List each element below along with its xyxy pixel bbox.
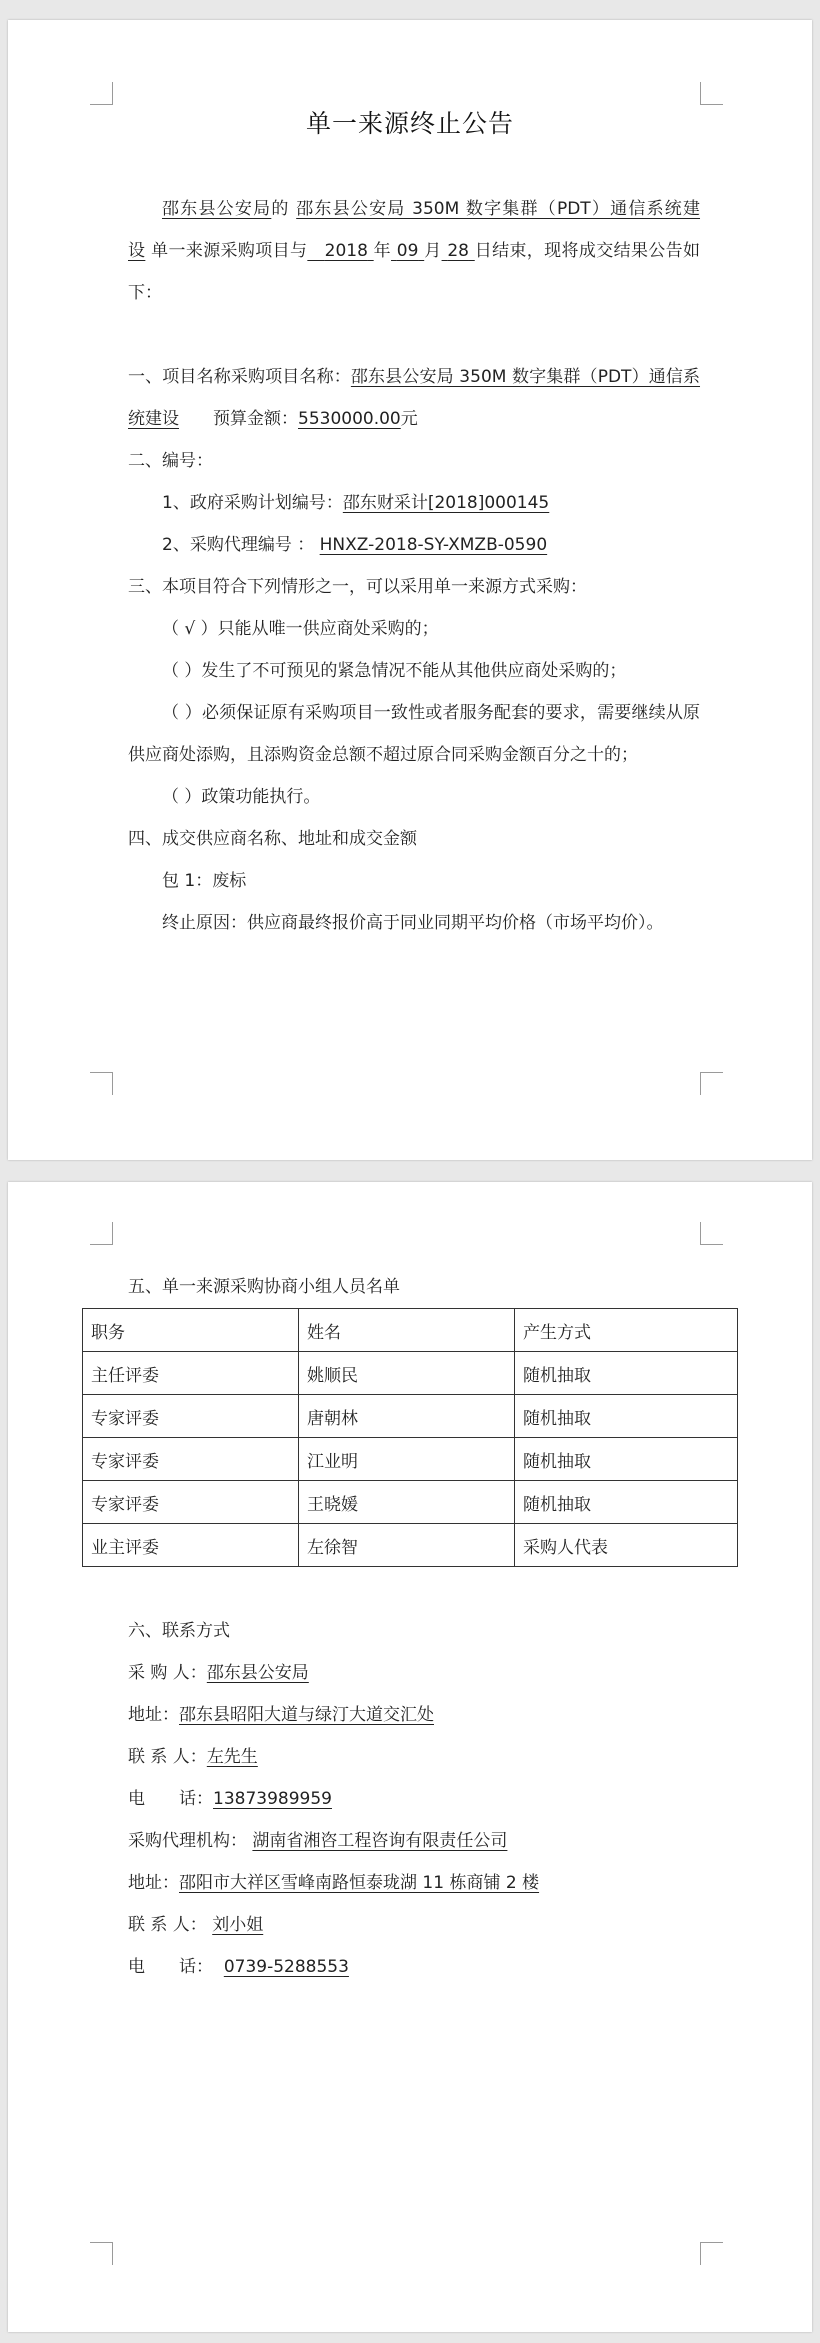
project-name: 邵东县公安局 350M 数字集群（PDT）通信系统建设 [128, 199, 701, 261]
end-year: 2018 [324, 241, 368, 261]
table-cell: 专家评委 [83, 1438, 299, 1481]
section-supplier-heading: 四、成交供应商名称、地址和成交金额 [128, 829, 417, 849]
document-page-1 [8, 20, 812, 1160]
document-page-2 [8, 1182, 812, 2332]
table-cell: 业主评委 [83, 1524, 299, 1567]
buyer-row: 采 购 人：邵东县公安局 [128, 1663, 309, 1683]
table-header-row [83, 1309, 738, 1352]
table-cell: 江业明 [299, 1438, 515, 1481]
buyer-phone-row: 电 话：13873989959 [128, 1789, 332, 1809]
page-corner-mark [90, 82, 113, 105]
table-row [83, 1438, 738, 1481]
table-cell: 主任评委 [83, 1352, 299, 1395]
panel-heading-block [128, 1266, 700, 1308]
termination-reason: 终止原因：供应商最终报价高于同业同期平均价格（市场平均价）。 [162, 913, 664, 933]
agency-contact-row: 联 系 人： 刘小姐 [128, 1915, 264, 1935]
section-panel-heading: 五、单一来源采购协商小组人员名单 [128, 1277, 400, 1297]
contact-block [128, 1610, 700, 1988]
table-header-cell: 姓名 [299, 1309, 515, 1352]
page-corner-mark [700, 1222, 723, 1245]
section-conditions-heading: 三、本项目符合下列情形之一，可以采用单一来源方式采购： [128, 577, 587, 597]
condition-item: （ ）政策功能执行。 [162, 787, 321, 807]
plan-number: 1、政府采购计划编号：邵东财采计[2018]000145 [162, 493, 550, 513]
table-row [83, 1395, 738, 1438]
page-corner-mark [700, 1072, 723, 1095]
condition-item: （ ）发生了不可预见的紧急情况不能从其他供应商处采购的； [162, 661, 627, 681]
section-contact-heading: 六、联系方式 [128, 1621, 230, 1641]
section-project-name: 一、项目名称采购项目名称：邵东县公安局 350M 数字集群（PDT）通信系统建设 预算金额：5530000.00元 [128, 367, 701, 429]
section-number-heading: 二、编号： [128, 451, 213, 471]
table-cell: 唐朝林 [299, 1395, 515, 1438]
table-cell: 左徐智 [299, 1524, 515, 1567]
budget-value: 5530000.00 [298, 409, 401, 429]
agent-number: 2、采购代理编号 ： HNXZ-2018-SY-XMZB-0590 [162, 535, 548, 555]
buyer-name: 邵东县公安局 [162, 199, 272, 219]
package-status: 包 1：废标 [162, 871, 247, 891]
project-name-value: 邵东县公安局 350M 数字集群（PDT）通信系统建设 [128, 367, 701, 429]
end-day: 28 [447, 241, 469, 261]
table-cell: 王晓媛 [299, 1481, 515, 1524]
table-cell: 随机抽取 [515, 1395, 738, 1438]
agency-row: 采购代理机构： 湖南省湘咨工程咨询有限责任公司 [128, 1831, 508, 1851]
page-corner-mark [700, 2242, 723, 2265]
table-row [83, 1524, 738, 1567]
page-corner-mark [90, 1072, 113, 1095]
buyer-contact-row: 联 系 人：左先生 [128, 1747, 258, 1767]
page-corner-mark [700, 82, 723, 105]
condition-item: （ ）必须保证原有采购项目一致性或者服务配套的要求，需要继续从原供应商处添购，且添购资金总额不超过原合同采购金额百分之十的； [128, 703, 700, 765]
agency-address-row: 地址：邵阳市大祥区雪峰南路恒泰珑湖 11 栋商铺 2 楼 [128, 1873, 540, 1893]
table-cell: 采购人代表 [515, 1524, 738, 1567]
condition-item: （ √ ）只能从唯一供应商处采购的； [162, 619, 439, 639]
table-cell: 随机抽取 [515, 1352, 738, 1395]
end-month: 09 [396, 241, 419, 261]
page-corner-mark [90, 2242, 113, 2265]
buyer-address-row: 地址：邵东县昭阳大道与绿汀大道交汇处 [128, 1705, 434, 1725]
intro-paragraph: 邵东县公安局的 邵东县公安局 350M 数字集群（PDT）通信系统建设 单一来源采购项目与 2018 年 09 月 28 日结束，现将成交结果公告如下： [128, 199, 701, 303]
table-cell: 专家评委 [83, 1481, 299, 1524]
table-row [83, 1481, 738, 1524]
panel-members-table [82, 1308, 738, 1567]
announcement-body [128, 188, 700, 944]
table-row [83, 1352, 738, 1395]
table-cell: 姚顺民 [299, 1352, 515, 1395]
agency-phone-row: 电 话： 0739-5288553 [128, 1957, 349, 1977]
table-cell: 随机抽取 [515, 1438, 738, 1481]
table-header-cell: 产生方式 [515, 1309, 738, 1352]
table-cell: 专家评委 [83, 1395, 299, 1438]
page-title: 单一来源终止公告 [305, 109, 514, 138]
table-header-cell: 职务 [83, 1309, 299, 1352]
page-corner-mark [90, 1222, 113, 1245]
table-cell: 随机抽取 [515, 1481, 738, 1524]
